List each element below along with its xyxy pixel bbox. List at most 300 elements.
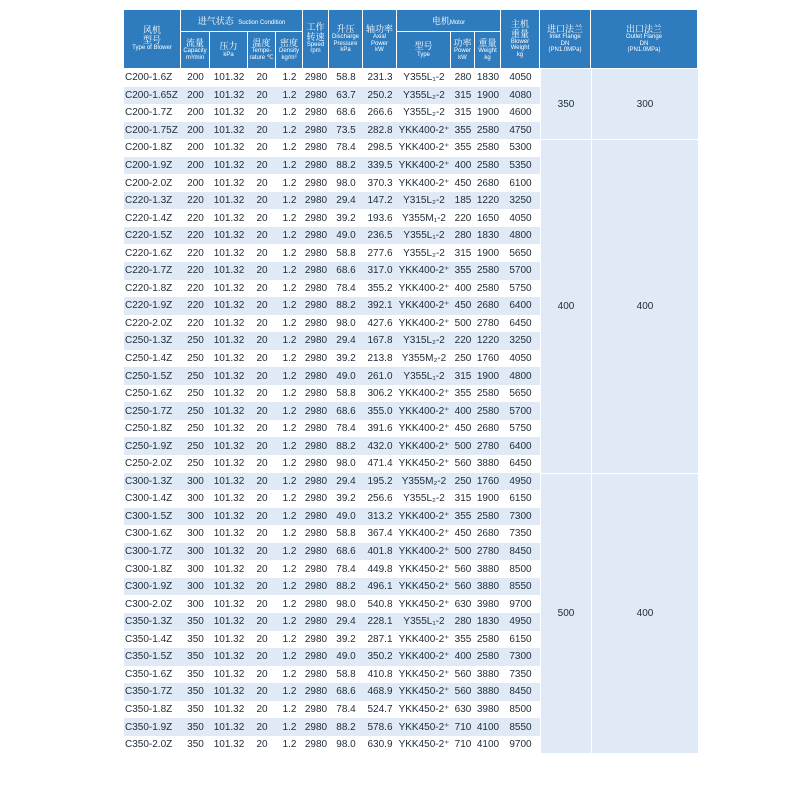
cell-temperature: 20 [248, 192, 276, 210]
cell-discharge-pressure: 73.5 [329, 122, 363, 140]
cell-temperature: 20 [248, 420, 276, 438]
cell-capacity: 200 [181, 157, 210, 175]
cell-speed: 2980 [303, 227, 329, 245]
cell-model: C300-1.8Z [124, 560, 181, 578]
cell-motor-weight: 2580 [475, 385, 501, 403]
cell-motor-type: Y355L₂-2 [397, 490, 451, 508]
cell-motor-power: 315 [451, 104, 475, 122]
table-row [124, 139, 698, 157]
cell-motor-type: YKK400-2⁺ [397, 157, 451, 175]
cell-capacity: 350 [181, 666, 210, 684]
cell-capacity: 350 [181, 648, 210, 666]
cell-speed: 2980 [303, 315, 329, 333]
cell-motor-type: Y355M₁-2 [397, 209, 451, 227]
cell-pressure: 101.32 [210, 543, 248, 561]
cell-blower-weight: 4800 [501, 227, 540, 245]
cell-speed: 2980 [303, 666, 329, 684]
cell-density: 1.2 [276, 701, 303, 719]
cell-blower-weight: 6400 [501, 297, 540, 315]
cell-temperature: 20 [248, 613, 276, 631]
cell-motor-power: 560 [451, 578, 475, 596]
cell-density: 1.2 [276, 455, 303, 473]
cell-discharge-pressure: 88.2 [329, 578, 363, 596]
cell-motor-weight: 2580 [475, 262, 501, 280]
cell-model: C350-2.0Z [124, 736, 181, 754]
cell-axial-power: 355.2 [363, 280, 397, 298]
cell-speed: 2980 [303, 174, 329, 192]
cell-discharge-pressure: 68.6 [329, 402, 363, 420]
cell-blower-weight: 6450 [501, 455, 540, 473]
cell-temperature: 20 [248, 227, 276, 245]
cell-axial-power: 410.8 [363, 666, 397, 684]
cell-speed: 2980 [303, 350, 329, 368]
cell-capacity: 350 [181, 613, 210, 631]
cell-capacity: 220 [181, 192, 210, 210]
inlet-flange-cell: 350 [540, 69, 591, 139]
cell-axial-power: 231.3 [363, 69, 397, 87]
cell-discharge-pressure: 49.0 [329, 227, 363, 245]
cell-motor-weight: 2680 [475, 174, 501, 192]
cell-motor-type: YKK400-2⁺ [397, 402, 451, 420]
cell-speed: 2980 [303, 473, 329, 491]
cell-axial-power: 282.8 [363, 122, 397, 140]
table-row [124, 473, 698, 491]
cell-blower-weight: 4600 [501, 104, 540, 122]
cell-blower-weight: 5750 [501, 280, 540, 298]
cell-blower-weight: 5300 [501, 139, 540, 157]
cell-blower-weight: 5650 [501, 385, 540, 403]
cell-motor-type: YKK450-2⁺ [397, 455, 451, 473]
cell-pressure: 101.32 [210, 613, 248, 631]
cell-motor-weight: 1760 [475, 473, 501, 491]
cell-axial-power: 195.2 [363, 473, 397, 491]
cell-blower-weight: 8500 [501, 560, 540, 578]
cell-motor-power: 250 [451, 350, 475, 368]
cell-discharge-pressure: 78.4 [329, 560, 363, 578]
cell-model: C300-1.7Z [124, 543, 181, 561]
cell-speed: 2980 [303, 192, 329, 210]
cell-motor-weight: 3880 [475, 560, 501, 578]
cell-motor-weight: 3880 [475, 455, 501, 473]
cell-axial-power: 193.6 [363, 209, 397, 227]
cell-temperature: 20 [248, 104, 276, 122]
cell-discharge-pressure: 88.2 [329, 297, 363, 315]
cell-blower-weight: 7350 [501, 525, 540, 543]
cell-blower-weight: 7300 [501, 508, 540, 526]
header-speed: 工作 转速 Speed rpm [303, 10, 329, 69]
cell-temperature: 20 [248, 367, 276, 385]
cell-pressure: 101.32 [210, 157, 248, 175]
cell-pressure: 101.32 [210, 631, 248, 649]
cell-speed: 2980 [303, 157, 329, 175]
cell-axial-power: 524.7 [363, 701, 397, 719]
cell-motor-type: YKK400-2⁺ [397, 315, 451, 333]
cell-blower-weight: 8450 [501, 543, 540, 561]
cell-motor-weight: 1900 [475, 367, 501, 385]
cell-density: 1.2 [276, 473, 303, 491]
cell-pressure: 101.32 [210, 367, 248, 385]
cell-capacity: 300 [181, 490, 210, 508]
cell-axial-power: 540.8 [363, 595, 397, 613]
cell-density: 1.2 [276, 543, 303, 561]
cell-density: 1.2 [276, 595, 303, 613]
cell-model: C350-1.4Z [124, 631, 181, 649]
cell-density: 1.2 [276, 157, 303, 175]
cell-temperature: 20 [248, 666, 276, 684]
cell-model: C350-1.5Z [124, 648, 181, 666]
cell-blower-weight: 4050 [501, 69, 540, 87]
cell-axial-power: 449.8 [363, 560, 397, 578]
cell-motor-type: Y355M₂-2 [397, 350, 451, 368]
cell-motor-type: YKK450-2⁺ [397, 683, 451, 701]
cell-model: C200-1.65Z [124, 87, 181, 105]
cell-capacity: 200 [181, 139, 210, 157]
cell-discharge-pressure: 98.0 [329, 315, 363, 333]
cell-motor-weight: 2780 [475, 543, 501, 561]
cell-axial-power: 313.2 [363, 508, 397, 526]
cell-temperature: 20 [248, 139, 276, 157]
cell-discharge-pressure: 39.2 [329, 490, 363, 508]
inlet-flange-cell: 500 [540, 473, 591, 754]
cell-pressure: 101.32 [210, 385, 248, 403]
cell-speed: 2980 [303, 631, 329, 649]
cell-blower-weight: 8500 [501, 701, 540, 719]
cell-motor-weight: 1900 [475, 490, 501, 508]
cell-motor-power: 280 [451, 613, 475, 631]
cell-blower-weight: 4750 [501, 122, 540, 140]
cell-motor-power: 250 [451, 473, 475, 491]
outlet-flange-cell: 400 [591, 473, 698, 754]
cell-motor-weight: 2580 [475, 139, 501, 157]
cell-model: C250-1.3Z [124, 332, 181, 350]
cell-temperature: 20 [248, 174, 276, 192]
cell-motor-weight: 4100 [475, 736, 501, 754]
cell-model: C250-1.9Z [124, 437, 181, 455]
cell-temperature: 20 [248, 490, 276, 508]
cell-pressure: 101.32 [210, 718, 248, 736]
cell-blower-weight: 9700 [501, 736, 540, 754]
cell-temperature: 20 [248, 560, 276, 578]
cell-speed: 2980 [303, 560, 329, 578]
cell-temperature: 20 [248, 385, 276, 403]
cell-temperature: 20 [248, 122, 276, 140]
cell-axial-power: 250.2 [363, 87, 397, 105]
cell-pressure: 101.32 [210, 648, 248, 666]
cell-axial-power: 261.0 [363, 367, 397, 385]
cell-capacity: 220 [181, 262, 210, 280]
cell-motor-weight: 2680 [475, 525, 501, 543]
cell-pressure: 101.32 [210, 420, 248, 438]
cell-temperature: 20 [248, 437, 276, 455]
cell-capacity: 300 [181, 543, 210, 561]
cell-motor-type: YKK400-2⁺ [397, 648, 451, 666]
cell-density: 1.2 [276, 613, 303, 631]
header-temperature: 温度 Tempe- rature ℃ [248, 32, 276, 69]
cell-blower-weight: 6450 [501, 315, 540, 333]
cell-speed: 2980 [303, 332, 329, 350]
cell-pressure: 101.32 [210, 209, 248, 227]
cell-capacity: 250 [181, 385, 210, 403]
cell-capacity: 220 [181, 315, 210, 333]
cell-motor-type: YKK450-2⁺ [397, 736, 451, 754]
cell-temperature: 20 [248, 736, 276, 754]
cell-temperature: 20 [248, 631, 276, 649]
cell-model: C220-1.4Z [124, 209, 181, 227]
cell-speed: 2980 [303, 490, 329, 508]
cell-density: 1.2 [276, 666, 303, 684]
cell-density: 1.2 [276, 174, 303, 192]
cell-motor-power: 355 [451, 139, 475, 157]
cell-axial-power: 392.1 [363, 297, 397, 315]
cell-speed: 2980 [303, 455, 329, 473]
cell-temperature: 20 [248, 297, 276, 315]
cell-axial-power: 367.4 [363, 525, 397, 543]
cell-discharge-pressure: 58.8 [329, 69, 363, 87]
cell-motor-power: 500 [451, 543, 475, 561]
cell-discharge-pressure: 78.4 [329, 701, 363, 719]
cell-axial-power: 287.1 [363, 631, 397, 649]
cell-discharge-pressure: 78.4 [329, 139, 363, 157]
cell-motor-weight: 1760 [475, 350, 501, 368]
cell-discharge-pressure: 39.2 [329, 350, 363, 368]
cell-model: C350-1.8Z [124, 701, 181, 719]
cell-motor-power: 400 [451, 648, 475, 666]
cell-motor-weight: 2780 [475, 315, 501, 333]
cell-motor-type: Y355L₁-2 [397, 367, 451, 385]
cell-density: 1.2 [276, 227, 303, 245]
cell-model: C250-1.6Z [124, 385, 181, 403]
cell-blower-weight: 6400 [501, 437, 540, 455]
cell-blower-weight: 8550 [501, 578, 540, 596]
cell-temperature: 20 [248, 683, 276, 701]
cell-axial-power: 630.9 [363, 736, 397, 754]
cell-motor-type: YKK400-2⁺ [397, 122, 451, 140]
cell-model: C350-1.7Z [124, 683, 181, 701]
cell-capacity: 300 [181, 525, 210, 543]
cell-density: 1.2 [276, 262, 303, 280]
cell-temperature: 20 [248, 244, 276, 262]
cell-pressure: 101.32 [210, 69, 248, 87]
cell-motor-type: Y315L₂-2 [397, 332, 451, 350]
cell-motor-type: Y355M₂-2 [397, 473, 451, 491]
header-motor-weight: 重量 Weight kg [475, 32, 501, 69]
cell-capacity: 300 [181, 560, 210, 578]
cell-discharge-pressure: 63.7 [329, 87, 363, 105]
cell-temperature: 20 [248, 87, 276, 105]
cell-density: 1.2 [276, 402, 303, 420]
inlet-flange-cell: 400 [540, 139, 591, 472]
cell-motor-power: 500 [451, 315, 475, 333]
cell-motor-type: Y355L₁-2 [397, 613, 451, 631]
cell-motor-weight: 3880 [475, 666, 501, 684]
cell-axial-power: 432.0 [363, 437, 397, 455]
cell-capacity: 200 [181, 174, 210, 192]
cell-pressure: 101.32 [210, 683, 248, 701]
cell-density: 1.2 [276, 315, 303, 333]
cell-density: 1.2 [276, 332, 303, 350]
cell-motor-weight: 2580 [475, 631, 501, 649]
cell-motor-type: YKK400-2⁺ [397, 139, 451, 157]
cell-axial-power: 228.1 [363, 613, 397, 631]
cell-motor-power: 560 [451, 666, 475, 684]
cell-model: C220-1.7Z [124, 262, 181, 280]
cell-temperature: 20 [248, 578, 276, 596]
cell-motor-type: YKK400-2⁺ [397, 174, 451, 192]
cell-model: C220-1.6Z [124, 244, 181, 262]
cell-pressure: 101.32 [210, 508, 248, 526]
cell-speed: 2980 [303, 262, 329, 280]
cell-density: 1.2 [276, 209, 303, 227]
header-capacity: 流量 Capacity m³/min [181, 32, 210, 69]
cell-axial-power: 256.6 [363, 490, 397, 508]
cell-motor-weight: 4100 [475, 718, 501, 736]
cell-motor-weight: 2580 [475, 508, 501, 526]
cell-motor-power: 400 [451, 280, 475, 298]
header-axial-power: 轴功率 Axial Power kW [363, 10, 397, 69]
cell-model: C220-1.3Z [124, 192, 181, 210]
cell-model: C200-1.7Z [124, 104, 181, 122]
cell-blower-weight: 4950 [501, 473, 540, 491]
cell-temperature: 20 [248, 473, 276, 491]
cell-speed: 2980 [303, 613, 329, 631]
cell-motor-power: 315 [451, 367, 475, 385]
cell-model: C300-1.4Z [124, 490, 181, 508]
cell-pressure: 101.32 [210, 315, 248, 333]
cell-discharge-pressure: 29.4 [329, 473, 363, 491]
cell-discharge-pressure: 58.8 [329, 244, 363, 262]
cell-speed: 2980 [303, 578, 329, 596]
cell-model: C220-1.8Z [124, 280, 181, 298]
cell-pressure: 101.32 [210, 578, 248, 596]
cell-axial-power: 355.0 [363, 402, 397, 420]
cell-blower-weight: 8550 [501, 718, 540, 736]
cell-motor-power: 450 [451, 174, 475, 192]
cell-blower-weight: 3250 [501, 192, 540, 210]
cell-capacity: 350 [181, 736, 210, 754]
cell-speed: 2980 [303, 69, 329, 87]
cell-blower-weight: 5700 [501, 262, 540, 280]
cell-capacity: 220 [181, 209, 210, 227]
cell-blower-weight: 5750 [501, 420, 540, 438]
cell-discharge-pressure: 58.8 [329, 385, 363, 403]
cell-model: C250-1.5Z [124, 367, 181, 385]
cell-pressure: 101.32 [210, 350, 248, 368]
cell-discharge-pressure: 68.6 [329, 104, 363, 122]
cell-axial-power: 350.2 [363, 648, 397, 666]
cell-motor-type: YKK450-2⁺ [397, 718, 451, 736]
cell-capacity: 200 [181, 69, 210, 87]
cell-density: 1.2 [276, 385, 303, 403]
cell-motor-weight: 2780 [475, 437, 501, 455]
cell-motor-power: 315 [451, 490, 475, 508]
cell-axial-power: 306.2 [363, 385, 397, 403]
cell-discharge-pressure: 39.2 [329, 209, 363, 227]
cell-model: C300-1.6Z [124, 525, 181, 543]
cell-motor-type: YKK400-2⁺ [397, 280, 451, 298]
cell-blower-weight: 4950 [501, 613, 540, 631]
cell-speed: 2980 [303, 543, 329, 561]
cell-density: 1.2 [276, 192, 303, 210]
header-pressure: 压力 kPa [210, 32, 248, 69]
cell-density: 1.2 [276, 104, 303, 122]
cell-model: C200-1.6Z [124, 69, 181, 87]
cell-discharge-pressure: 49.0 [329, 648, 363, 666]
cell-capacity: 300 [181, 578, 210, 596]
cell-pressure: 101.32 [210, 490, 248, 508]
cell-blower-weight: 7300 [501, 648, 540, 666]
cell-discharge-pressure: 98.0 [329, 455, 363, 473]
cell-motor-power: 315 [451, 87, 475, 105]
cell-pressure: 101.32 [210, 455, 248, 473]
cell-capacity: 250 [181, 437, 210, 455]
cell-axial-power: 496.1 [363, 578, 397, 596]
cell-motor-power: 355 [451, 508, 475, 526]
cell-density: 1.2 [276, 508, 303, 526]
cell-model: C220-2.0Z [124, 315, 181, 333]
cell-pressure: 101.32 [210, 139, 248, 157]
cell-axial-power: 213.8 [363, 350, 397, 368]
cell-motor-type: YKK400-2⁺ [397, 420, 451, 438]
cell-density: 1.2 [276, 648, 303, 666]
cell-density: 1.2 [276, 420, 303, 438]
cell-density: 1.2 [276, 244, 303, 262]
cell-motor-type: Y355L₂-2 [397, 244, 451, 262]
cell-discharge-pressure: 68.6 [329, 262, 363, 280]
cell-discharge-pressure: 29.4 [329, 192, 363, 210]
cell-density: 1.2 [276, 367, 303, 385]
cell-temperature: 20 [248, 508, 276, 526]
cell-speed: 2980 [303, 122, 329, 140]
table-body [124, 69, 698, 753]
cell-pressure: 101.32 [210, 297, 248, 315]
cell-discharge-pressure: 29.4 [329, 613, 363, 631]
cell-speed: 2980 [303, 385, 329, 403]
cell-pressure: 101.32 [210, 701, 248, 719]
cell-motor-power: 710 [451, 736, 475, 754]
cell-model: C300-2.0Z [124, 595, 181, 613]
cell-motor-weight: 1650 [475, 209, 501, 227]
cell-discharge-pressure: 88.2 [329, 157, 363, 175]
cell-density: 1.2 [276, 490, 303, 508]
cell-model: C300-1.9Z [124, 578, 181, 596]
cell-discharge-pressure: 29.4 [329, 332, 363, 350]
cell-discharge-pressure: 78.4 [329, 280, 363, 298]
cell-discharge-pressure: 58.8 [329, 666, 363, 684]
cell-blower-weight: 4800 [501, 367, 540, 385]
cell-temperature: 20 [248, 350, 276, 368]
cell-temperature: 20 [248, 209, 276, 227]
cell-blower-weight: 6150 [501, 490, 540, 508]
cell-motor-weight: 2680 [475, 297, 501, 315]
cell-pressure: 101.32 [210, 244, 248, 262]
cell-model: C200-2.0Z [124, 174, 181, 192]
cell-speed: 2980 [303, 525, 329, 543]
cell-capacity: 350 [181, 631, 210, 649]
cell-motor-type: YKK450-2⁺ [397, 578, 451, 596]
cell-axial-power: 471.4 [363, 455, 397, 473]
cell-capacity: 250 [181, 455, 210, 473]
cell-temperature: 20 [248, 280, 276, 298]
cell-speed: 2980 [303, 683, 329, 701]
cell-temperature: 20 [248, 455, 276, 473]
cell-axial-power: 578.6 [363, 718, 397, 736]
cell-pressure: 101.32 [210, 174, 248, 192]
cell-speed: 2980 [303, 437, 329, 455]
cell-pressure: 101.32 [210, 192, 248, 210]
cell-model: C350-1.9Z [124, 718, 181, 736]
cell-motor-power: 220 [451, 332, 475, 350]
cell-discharge-pressure: 68.6 [329, 683, 363, 701]
